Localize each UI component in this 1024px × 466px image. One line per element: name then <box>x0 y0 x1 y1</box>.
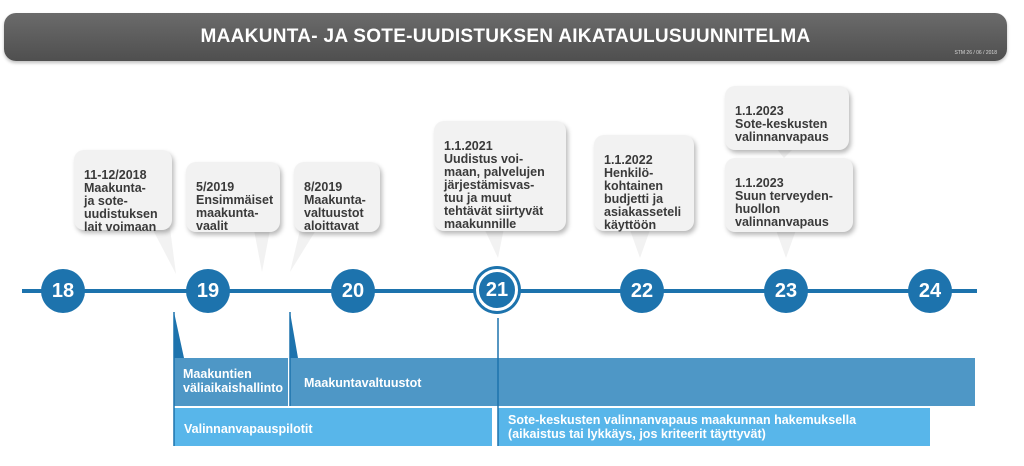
band-regional-councils: Maakuntavaltuustot <box>290 358 975 406</box>
page-title: MAAKUNTA- JA SOTE-UUDISTUKSEN AIKATAULUSUUNNITELMA <box>200 26 811 47</box>
callout-text: 8/2019 Maakunta- valtuustot aloittavat <box>304 180 366 233</box>
document-reference: STM 26 / 06 / 2018 <box>954 50 997 56</box>
year-marker-24: 24 <box>908 269 952 313</box>
callout-tail-c1 <box>152 228 176 274</box>
year-marker-21-current: 21 <box>476 269 518 311</box>
callout-c7 <box>725 158 853 232</box>
callout-c1 <box>74 150 172 234</box>
callout-c3 <box>294 162 380 232</box>
callout-tail-c4 <box>484 228 504 258</box>
callout-c5 <box>594 135 694 231</box>
callout-text: 1.1.2023 Sote-keskusten valinnanvapaus <box>735 104 829 144</box>
callout-tail-c2 <box>254 230 270 272</box>
callout-text: 1.1.2022 Henkilö- kohtainen budjetti ja asiakasseteli käyttöön <box>604 153 682 232</box>
year-marker-20: 20 <box>331 269 375 313</box>
year-marker-22: 22 <box>620 269 664 313</box>
callout-c2 <box>186 162 280 232</box>
callout-text: 5/2019 Ensimmäiset maakunta- vaalit <box>196 180 274 233</box>
year-marker-23: 23 <box>764 269 808 313</box>
callout-text: 1.1.2021 Uudistus voi- maan, palvelujen järjestämisvas- tuu ja muut tehtävät siirtyvät maakunnille <box>444 139 545 231</box>
callout-tail-c3 <box>290 230 316 272</box>
band-choice-pilots: Valinnanvapauspilotit <box>174 408 492 446</box>
year-marker-19: 19 <box>186 269 230 313</box>
callout-c4 <box>434 121 566 231</box>
year-marker-18: 18 <box>41 269 85 313</box>
callout-text: 1.1.2023 Suun terveyden- huollon valinnanvapaus <box>735 176 833 229</box>
callout-tail-c7 <box>776 230 796 258</box>
callout-c6 <box>725 86 849 150</box>
band-interim-administration: Maakuntien väliaikaishallinto <box>174 358 288 406</box>
callout-tail-c5 <box>630 230 650 258</box>
callout-text: 11-12/2018 Maakunta- ja sote- uudistuksen lait voimaan <box>84 168 158 234</box>
band-sote-choice: Sote-keskusten valinnanvapaus maakunnan hakemuksella (aikaistus tai lykkäys, jos kriteerit täyttyvät) <box>498 408 930 446</box>
